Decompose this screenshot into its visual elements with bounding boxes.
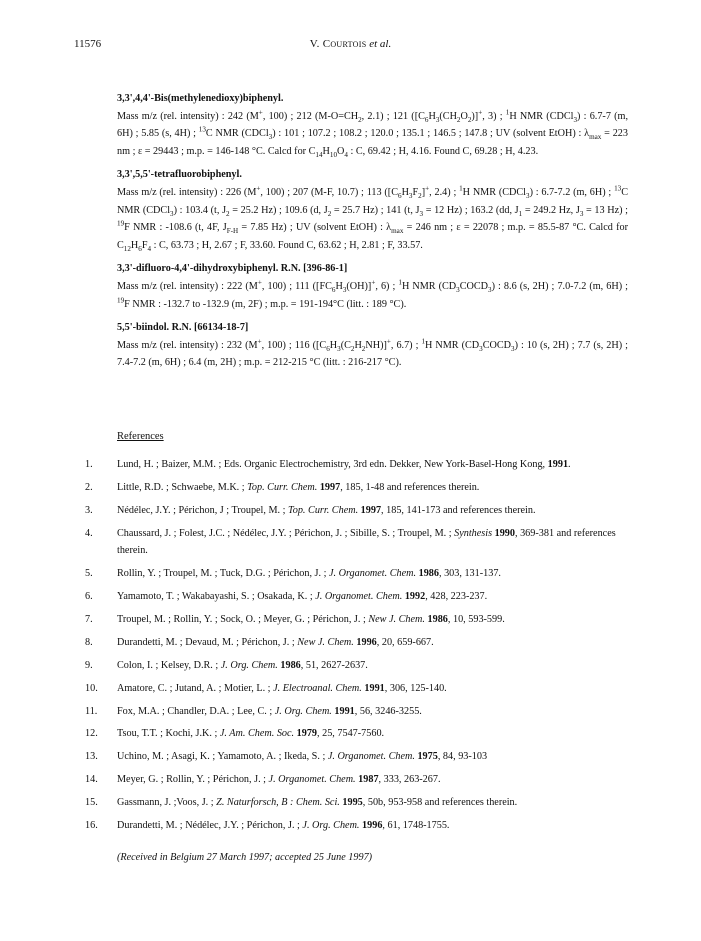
reference-text: Meyer, G. ; Rollin, Y. ; Périchon, J. ; J. Organomet. Chem. 1987, 333, 263-267. — [117, 774, 441, 786]
reference-item — [85, 525, 630, 560]
reference-number: 5. — [85, 568, 93, 580]
reference-number: 7. — [85, 613, 93, 625]
reference-text: Nédélec, J.Y. ; Périchon, J ; Troupel, M. ; Top. Curr. Chem. 1997, 185, 141-173 and references therein. — [117, 504, 536, 516]
reference-number: 14. — [85, 774, 98, 786]
reference-number: 8. — [85, 636, 93, 648]
reference-text: Gassmann, J. ;Voos, J. ; Z. Naturforsch, B : Chem. Sci. 1995, 50b, 953-958 and references therein. — [117, 797, 518, 809]
reference-text: Amatore, C. ; Jutand, A. ; Motier, L. ; J. Electroanal. Chem. 1991, 306, 125-140. — [117, 682, 447, 694]
author-suffix: et al. — [369, 38, 392, 50]
reference-text: Durandetti, M. ; Nédélec, J.Y. ; Périchon, J. ; J. Org. Chem. 1996, 61, 1748-1755. — [117, 819, 450, 831]
compound-entry — [117, 260, 628, 313]
reference-item — [85, 817, 630, 835]
reference-item — [85, 611, 630, 629]
received-note: (Received in Belgium 27 March 1997; accepted 25 June 1997) — [117, 852, 373, 863]
reference-text: Durandetti, M. ; Devaud, M. ; Périchon, J. ; New J. Chem. 1996, 20, 659-667. — [117, 636, 434, 648]
reference-item — [85, 703, 630, 721]
compound-characterization: Mass m/z (rel. intensity) : 226 (M+, 100) ; 207 (M-F, 10.7) ; 113 ($[C_6H_3F_2]^+$, 2.4) ; $^1$H NMR (CDCl$_3$) : 6.7-7.2 (m, 6H) ; $^{13}$C NMR (CDCl$_3$) : 103.4 (t, $J_2 = 25.2$ Hz) ; 109.6 (d, $J_2 = 25.7$ Hz) ; 141 (t, $J_3 = 12$ Hz) ; 163.2 (dd, $J_1 = 249.2$ Hz, $J_3 = 13$ Hz) ; $^{19}$F NMR : -108.6 (t, 4F, $J_{F-H} = 7.85$ Hz) ; UV (solvent EtOH) : $\lambda_{max} = 246$ nm ; ε = 22078 ; m.p. = 85.5-87 °C. Calcd for $C_{12}H_6F_4$ : C, 63.73 ; H, 2.67 ; F, 33.60. Found C, 63.62 ; H, 2.81 ; F, 33.57. — [117, 184, 628, 253]
reference-number: 9. — [85, 659, 93, 671]
reference-text: Uchino, M. ; Asagi, K. ; Yamamoto, A. ; Ikeda, S. ; J. Organomet. Chem. 1975, 84, 93-103 — [117, 751, 488, 763]
reference-item — [85, 680, 630, 698]
author-name: V. Courtois — [309, 38, 367, 50]
reference-text: Little, R.D. ; Schwaebe, M.K. ; Top. Curr. Chem. 1997, 185, 1-48 and references therein. — [117, 481, 480, 493]
reference-text: Troupel, M. ; Rollin, Y. ; Sock, O. ; Meyer, G. ; Périchon, J. ; New J. Chem. 1986, 10, 593-599. — [117, 613, 505, 625]
compound-title: 5,5'-biindol. R.N. [66134-18-7] — [117, 322, 249, 334]
references-heading: References — [117, 431, 164, 442]
reference-number: 11. — [85, 705, 98, 717]
reference-item — [85, 479, 630, 497]
reference-item — [85, 588, 630, 606]
reference-item — [85, 794, 630, 812]
compound-title: 3,3',5,5'-tetrafluorobiphenyl. — [117, 169, 242, 181]
compound-characterization: Mass m/z (rel. intensity) : 232 (M+, 100) ; 116 ($[C_6H_3(C_2H_2NH)]^+$, 6.7) ; $^1$H NMR $(CD_3COCD_3)$ : 10 (s, 2H) ; 7.7 (s, 2H) ; 7.4-7.2 (m, 6H) ; 6.4 (m, 2H) ; m.p. = 212-215 °C (litt. : 216-217 °C). — [117, 337, 628, 369]
reference-number: 15. — [85, 797, 98, 809]
reference-item — [85, 725, 630, 743]
reference-text: Rollin, Y. ; Troupel, M. ; Tuck, D.G. ; Périchon, J. ; J. Organomet. Chem. 1986, 303, 131-137. — [117, 568, 501, 580]
reference-number: 6. — [85, 591, 93, 603]
reference-text: Colon, I. ; Kelsey, D.R. ; J. Org. Chem. 1986, 51, 2627-2637. — [117, 659, 368, 671]
reference-item — [85, 502, 630, 520]
reference-text: Yamamoto, T. ; Wakabayashi, S. ; Osakada, K. ; J. Organomet. Chem. 1992, 428, 223-237. — [117, 591, 488, 603]
reference-text: Lund, H. ; Baizer, M.M. ; Eds. Organic Electrochemistry, 3rd edn. Dekker, New York-Basel-Hong Kong, 1991. — [117, 459, 571, 470]
reference-item — [85, 456, 630, 474]
reference-number: 1. — [85, 459, 93, 470]
reference-text: Tsou, T.T. ; Kochi, J.K. ; J. Am. Chem. Soc. 1979, 25, 7547-7560. — [117, 728, 385, 740]
compound-title: 3,3'-difluoro-4,4'-dihydroxybiphenyl. R.N. [396-86-1] — [117, 263, 348, 275]
running-head-authors — [74, 38, 627, 50]
reference-number: 12. — [85, 728, 98, 740]
running-head — [74, 38, 627, 54]
references-list — [85, 456, 630, 840]
compound-characterization: Mass m/z (rel. intensity) : 222 (M+, 100) ; 111 ($[FC_6H_3(OH)]^+$, 6) ; $^1$H NMR $(CD_3COCD_3)$ : 8.6 (s, 2H) ; 7.0-7.2 (m, 6H) ; $^{19}$F NMR : -132.7 to -132.9 (m, 2F) ; m.p. = 191-194°C (litt. : 189 °C). — [117, 278, 629, 310]
compound-data-section — [117, 90, 628, 378]
reference-text: Chaussard, J. ; Folest, J.C. ; Nédélec, J.Y. ; Périchon, J. ; Sibille, S. ; Troupel, M. ; Synthesis 1990, 369-381 and references therein. — [117, 527, 616, 557]
reference-number: 16. — [85, 819, 98, 831]
compound-entry — [117, 90, 628, 160]
compound-entry — [117, 319, 628, 372]
reference-number: 3. — [85, 504, 93, 516]
reference-item — [85, 657, 630, 675]
reference-number: 4. — [85, 527, 93, 539]
compound-characterization: Mass m/z (rel. intensity) : 242 (M+, 100) ; 212 ($M-O=CH_2$, 2.1) ; 121 ($[C_6H_3(CH_2O_2)]^+$, 3) ; $^1$H NMR (CDCl$_3$) : 6.7-7 (m, 6H) ; 5.85 (s, 4H) ; $^{13}$C NMR (CDCl$_3$) : 101 ; 107.2 ; 108.2 ; 120.0 ; 135.1 ; 146.5 ; 147.8 ; UV (solvent EtOH) : $\lambda_{max} = 223$ nm ; ε = 29443 ; m.p. = 146-148 °C. Calcd for $C_{14}H_{10}O_4$ : C, 69.42 ; H, 4.16. Found C, 69.28 ; H, 4.23. — [117, 108, 628, 159]
reference-item — [85, 634, 630, 652]
reference-number: 10. — [85, 682, 98, 694]
reference-number: 2. — [85, 481, 93, 493]
compound-entry — [117, 166, 628, 254]
compound-title: 3,3',4,4'-Bis(methylenedioxy)biphenyl. — [117, 93, 284, 104]
reference-item — [85, 748, 630, 766]
reference-item — [85, 771, 630, 789]
reference-item — [85, 565, 630, 583]
page-number: 11576 — [74, 38, 102, 50]
reference-number: 13. — [85, 751, 98, 763]
reference-text: Fox, M.A. ; Chandler, D.A. ; Lee, C. ; J. Org. Chem. 1991, 56, 3246-3255. — [117, 705, 422, 717]
